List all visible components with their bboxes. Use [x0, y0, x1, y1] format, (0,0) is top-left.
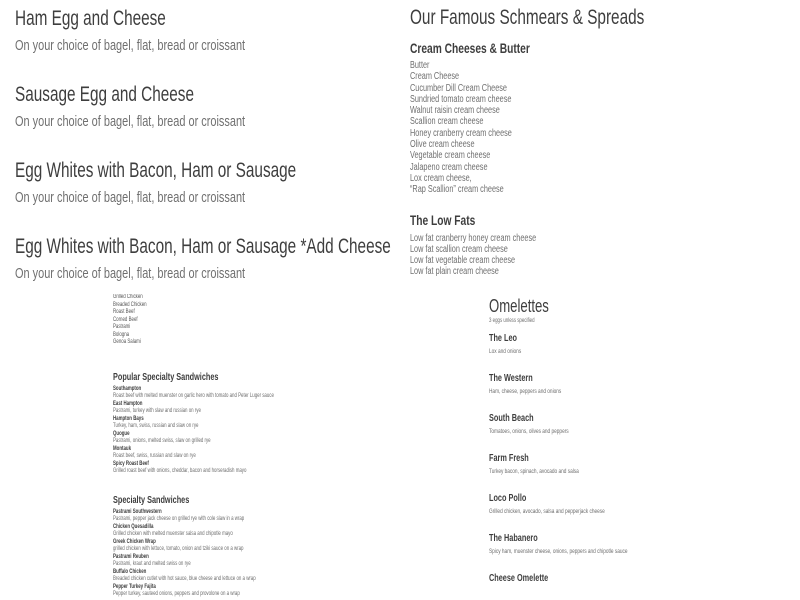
sandwich-item: [113, 446, 405, 461]
omelette-name: The Leo: [489, 332, 517, 344]
cream-cheese-item: Lox cream cheese,: [410, 172, 472, 184]
low-fat-item: Low fat vegetable cream cheese: [410, 255, 516, 267]
sandwich-item: [113, 524, 405, 539]
specialty-sandwiches-heading: Specialty Sandwiches: [113, 494, 190, 506]
meat-item: Pastrami: [113, 324, 131, 330]
sandwich-name: Quogue: [113, 430, 130, 437]
meat-item: Breaded Chicken: [113, 301, 147, 308]
menu-item-desc: On your choice of bagel, flat, bread or croissant: [15, 189, 246, 206]
sandwich-desc: Turkey, ham, swiss, russian and slaw on rye: [113, 423, 199, 429]
low-fats-heading: The Low Fats: [410, 211, 476, 228]
omelette-name: South Beach: [489, 412, 534, 424]
omelette-item: [489, 533, 723, 556]
menu-item-name: Ham Egg and Cheese: [15, 7, 166, 30]
sandwich-name: Hampton Bays: [113, 415, 144, 422]
sandwich-name: Greek Chicken Wrap: [113, 538, 156, 545]
menu-item-group: [15, 5, 424, 56]
sandwich-desc: Pastrami, pepper jack cheese on grilled rye with cole slaw in a wrap: [113, 516, 245, 522]
sandwich-item: [113, 401, 405, 416]
sandwich-desc: Pastrami, turkey with slaw and russian on rye: [113, 408, 201, 414]
omelette-item: [489, 373, 723, 396]
omelettes-heading: Omelettes: [489, 296, 549, 316]
omelette-desc: Turkey bacon, spinach, avocado and salsa: [489, 467, 579, 475]
meat-item: Roast Beef: [113, 309, 135, 315]
sandwich-desc: Grilled chicken with melted muenster salsa and chipotle mayo: [113, 531, 233, 537]
menu-item-name: Egg Whites with Bacon, Ham or Sausage *Add Cheese: [15, 235, 391, 258]
omelette-desc: Grilled chicken, avocado, salsa and pepperjack cheese: [489, 507, 605, 515]
menu-item-group: [15, 233, 424, 284]
meat-item: Grilled Chicken: [113, 294, 143, 300]
sandwiches-section: [113, 294, 405, 599]
low-fat-item: Low fat cranberry honey cream cheese: [410, 232, 537, 244]
sandwich-item: [113, 416, 405, 431]
omelette-item: [489, 453, 723, 476]
sandwich-item: [113, 431, 405, 446]
sandwich-item: [113, 584, 405, 599]
meats-list: [113, 294, 405, 347]
popular-sandwiches-list: [113, 386, 405, 476]
omelette-item: [489, 333, 723, 356]
popular-sandwiches-heading: Popular Specialty Sandwiches: [113, 371, 219, 383]
omelette-name: Loco Pollo: [489, 492, 527, 504]
sandwich-desc: Pastrami, kraut and melted swiss on rye: [113, 561, 191, 567]
low-fat-item: Low fat plain cream cheese: [410, 266, 499, 278]
cream-cheese-item: Walnut raisin cream cheese: [410, 105, 500, 117]
meat-item: Corned Beef: [113, 316, 138, 323]
meat-item: Genoa Salami: [113, 339, 141, 345]
menu-item-group: [15, 157, 424, 208]
sandwich-desc: Pepper turkey, sauteed onions, peppers and provolone on a wrap: [113, 591, 240, 597]
low-fat-list: [410, 233, 717, 278]
sandwich-item: [113, 509, 405, 524]
sandwich-desc: Roast beef with melted muenster on garlic hero with tomato and Peter Luger sauce: [113, 393, 274, 399]
cream-cheese-item: Honey cranberry cream cheese: [410, 127, 512, 139]
sandwich-item: [113, 554, 405, 569]
sandwich-desc: Breaded chicken cutlet with hot sauce, blue cheese and lettuce on a wrap: [113, 576, 256, 582]
sandwich-item: [113, 386, 405, 401]
omelette-item: [489, 573, 723, 585]
sandwich-name: Spicy Roast Beef: [113, 460, 149, 467]
sandwich-item: [113, 569, 405, 584]
cream-cheese-list: [410, 60, 717, 196]
low-fat-item: Low fat scallion cream cheese: [410, 243, 508, 255]
sandwich-name: Pastrami Southwestern: [113, 508, 162, 515]
omelette-item: [489, 413, 723, 436]
sandwich-name: East Hampton: [113, 400, 143, 407]
omelette-item: [489, 493, 723, 516]
sandwich-desc: Pastrami, onions, melted swiss, slaw on grilled rye: [113, 438, 211, 444]
sandwich-name: Chicken Quesadilla: [113, 523, 154, 530]
cream-cheese-item: “Rap Scallion” cream cheese: [410, 184, 504, 196]
omelettes-list: [489, 333, 723, 585]
menu-item-desc: On your choice of bagel, flat, bread or croissant: [15, 265, 246, 282]
sandwich-name: Pastrami Reuben: [113, 553, 149, 560]
omelette-desc: Ham, cheese, peppers and onions: [489, 387, 562, 395]
meat-item: Bologna: [113, 331, 130, 338]
sandwich-item: [113, 539, 405, 554]
cream-cheese-item: Cream Cheese: [410, 71, 460, 83]
menu-item-name: Sausage Egg and Cheese: [15, 83, 194, 106]
menu-item-group: [15, 81, 424, 132]
sandwich-name: Buffalo Chicken: [113, 568, 147, 575]
omelette-desc: Spicy ham, muenster cheese, onions, peppers and chipotle sauce: [489, 547, 628, 555]
omelette-name: Farm Fresh: [489, 452, 529, 464]
cream-cheese-item: Jalapeno cream cheese: [410, 161, 488, 173]
omelette-name: Cheese Omelette: [489, 572, 549, 584]
sandwich-desc: Grilled roast beef with onions, cheddar, bacon and horseradish mayo: [113, 468, 247, 474]
cream-cheese-item: Cucumber Dill Cream Cheese: [410, 82, 507, 94]
omelette-name: The Habanero: [489, 532, 538, 544]
menu-item-desc: On your choice of bagel, flat, bread or croissant: [15, 113, 246, 130]
schmears-section: [410, 4, 717, 278]
omelette-name: The Western: [489, 372, 533, 384]
cream-cheese-item: Scallion cream cheese: [410, 116, 484, 128]
cream-cheese-item: Butter: [410, 60, 430, 71]
omelettes-note: 3 eggs unless specified: [489, 318, 535, 324]
cream-cheese-item: Vegetable cream cheese: [410, 150, 491, 162]
omelette-desc: Lox and onions: [489, 347, 522, 355]
omelette-desc: Tomatoes, onions, olives and peppers: [489, 427, 569, 435]
sandwich-desc: grilled chicken with lettuce, tomato, onion and tziki sauce on a wrap: [113, 546, 244, 552]
schmears-title: Our Famous Schmears & Spreads: [410, 6, 645, 29]
sandwich-name: Pepper Turkey Fajita: [113, 583, 156, 590]
cream-cheeses-heading: Cream Cheeses & Butter: [410, 40, 530, 56]
specialty-sandwiches-list: [113, 509, 405, 599]
sandwich-name: Southampton: [113, 385, 142, 392]
cream-cheese-item: Olive cream cheese: [410, 139, 475, 151]
sandwich-name: Montauk: [113, 445, 132, 452]
sandwich-item: [113, 461, 405, 476]
omelettes-section: [489, 295, 723, 600]
sandwich-desc: Roast beef, swiss, russian and slaw on rye: [113, 453, 196, 459]
menu-item-desc: On your choice of bagel, flat, bread or croissant: [15, 37, 246, 54]
menu-item-name: Egg Whites with Bacon, Ham or Sausage: [15, 159, 297, 182]
breakfast-section: [15, 5, 424, 309]
cream-cheese-item: Sundried tomato cream cheese: [410, 93, 512, 105]
